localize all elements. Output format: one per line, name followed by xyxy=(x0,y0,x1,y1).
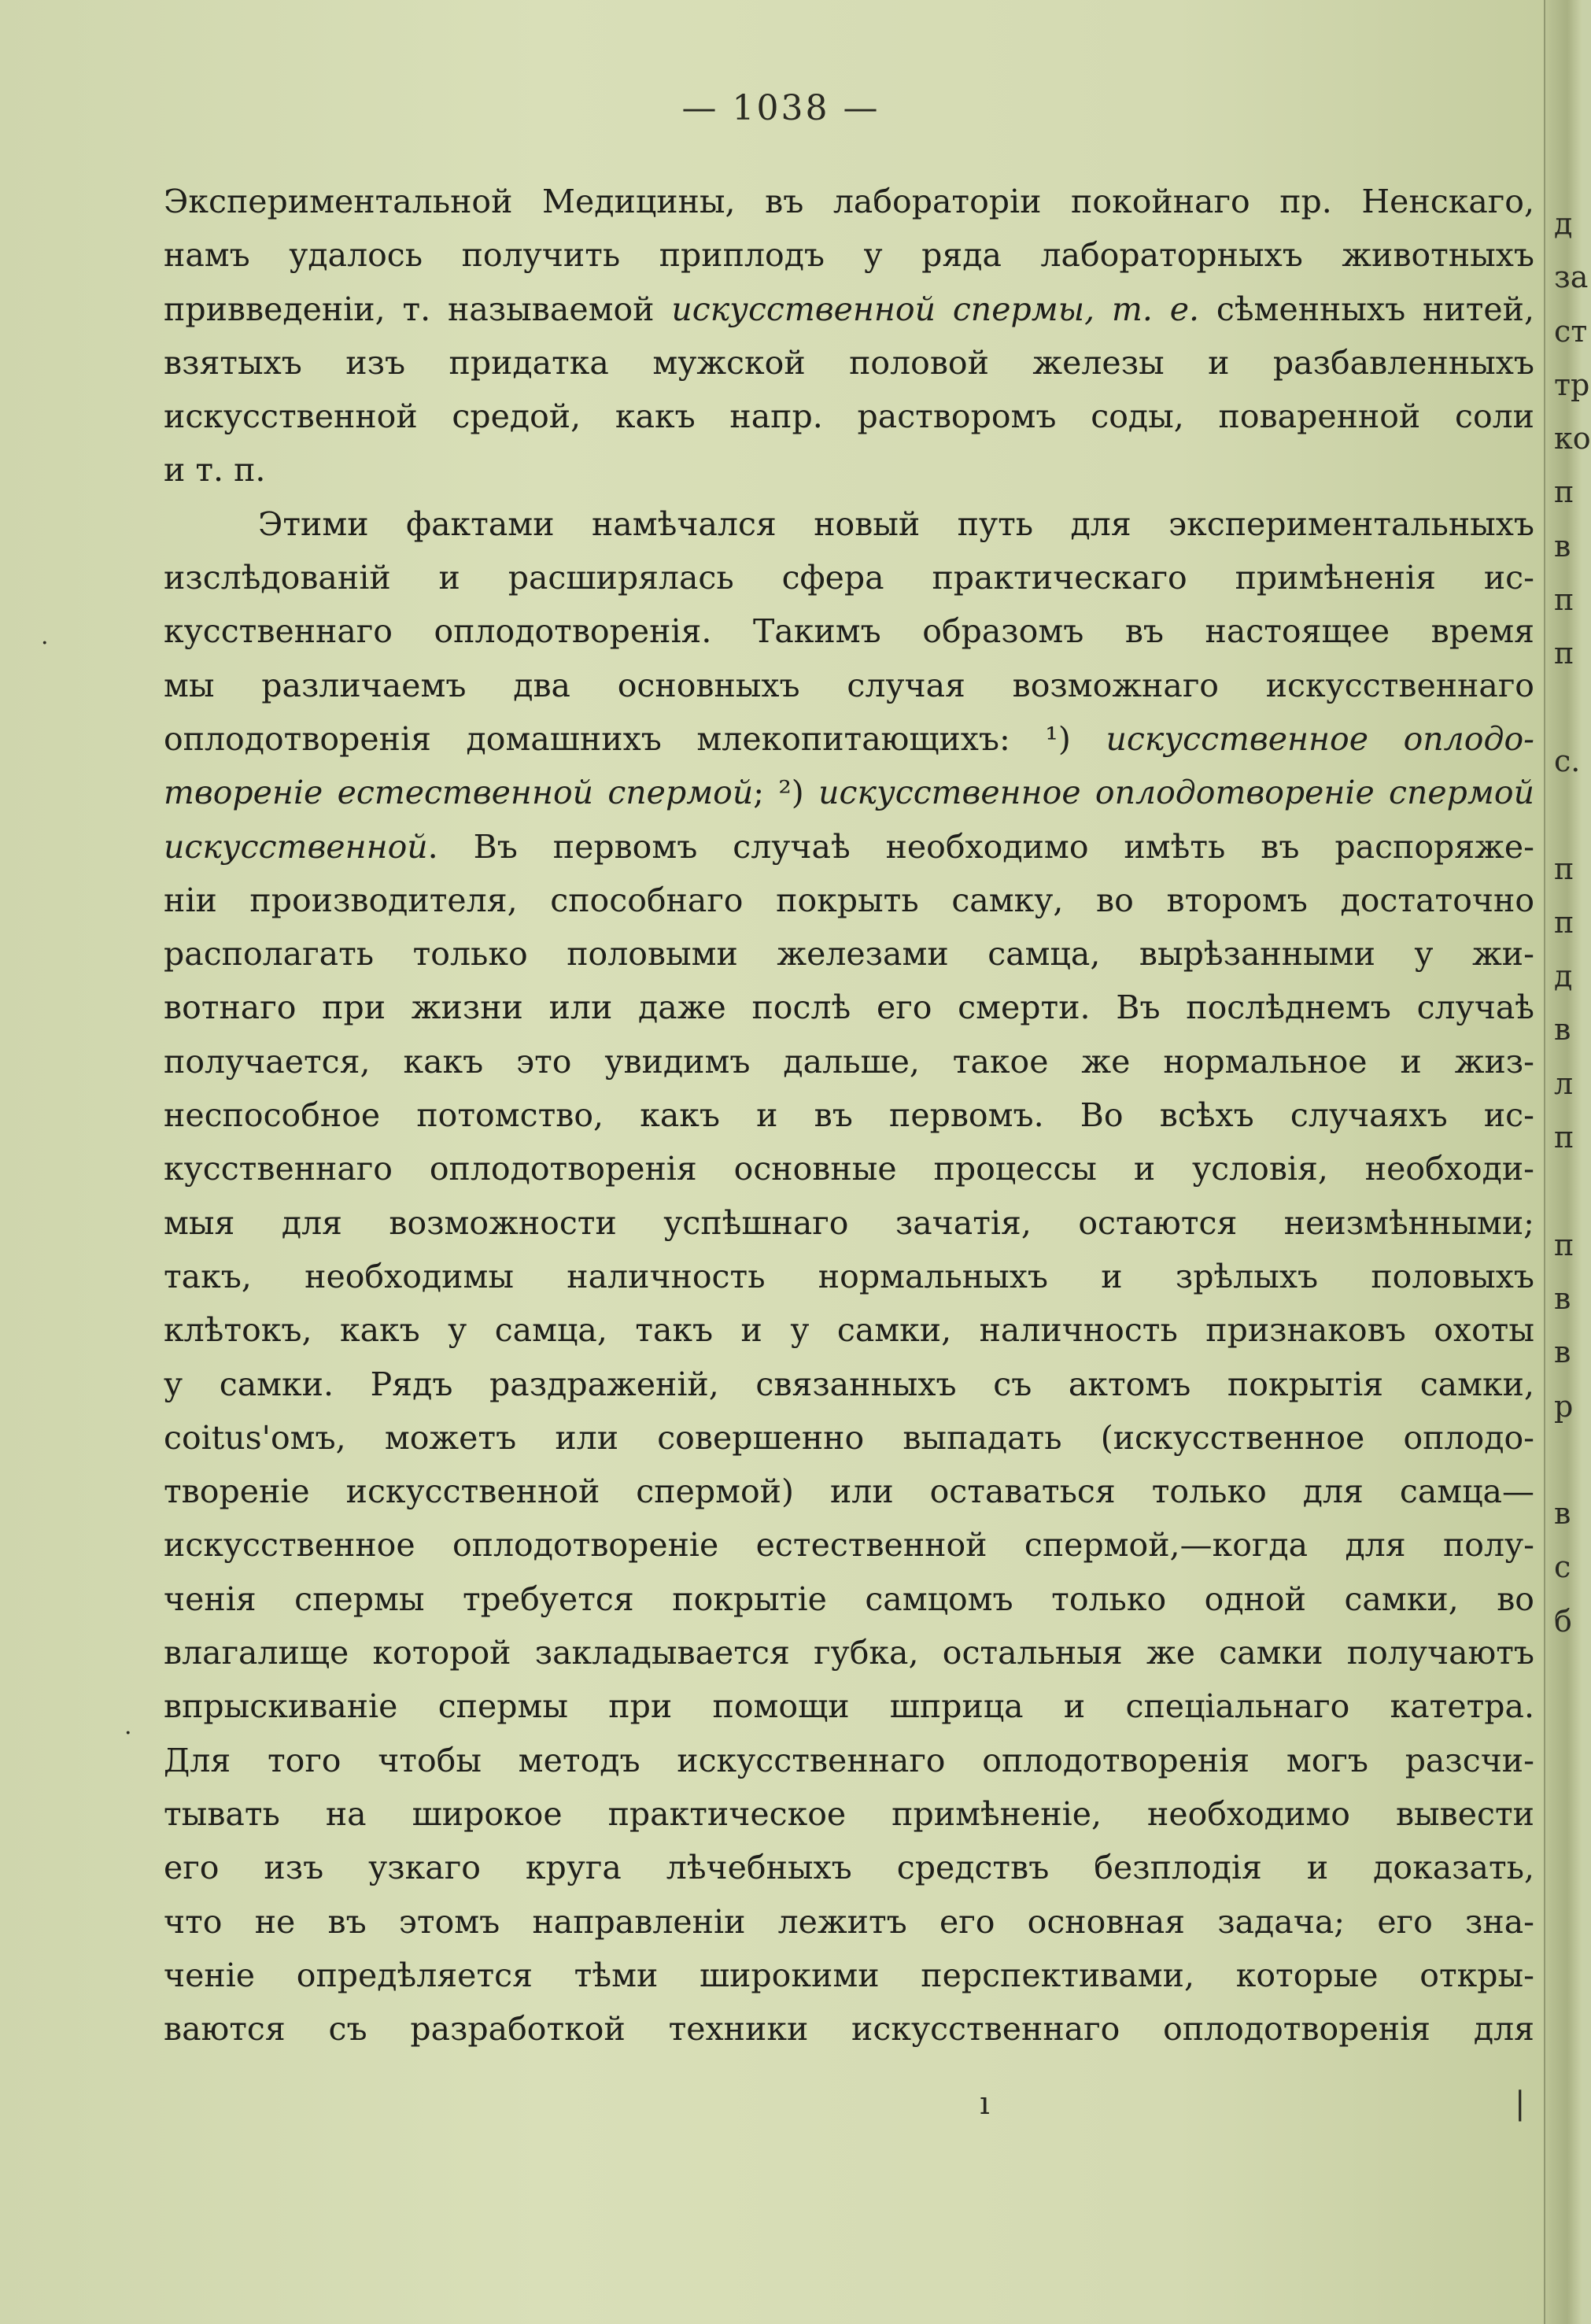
text-run: тывать на широкое практическое примѣненіе, необходимо вывести xyxy=(164,1794,1534,1833)
text-line xyxy=(164,981,1534,1034)
text-run: Экспериментальной Медицины, въ лабораторіи покойнаго пр. Ненскаго, xyxy=(164,183,1534,220)
margin-fragment: в xyxy=(1554,1012,1571,1047)
margin-fragment: л xyxy=(1554,1066,1574,1101)
margin-fragment: п xyxy=(1554,1227,1574,1262)
text-line xyxy=(164,1518,1534,1572)
body-text xyxy=(164,175,1534,2056)
text-line xyxy=(164,1035,1534,1088)
margin-fragment: п xyxy=(1554,904,1574,940)
text-line xyxy=(164,1626,1534,1679)
text-line xyxy=(164,820,1534,874)
text-line xyxy=(164,1787,1534,1841)
margin-fragment xyxy=(1554,1164,1580,1217)
margin-fragment xyxy=(1554,1433,1580,1487)
text-run: Этими фактами намѣчался новый путь для экспериментальныхъ xyxy=(258,504,1534,543)
margin-fragment: п xyxy=(1554,1120,1574,1155)
text-line xyxy=(164,1895,1534,1949)
margin-fragment: с. xyxy=(1554,743,1581,778)
text-run: получается, какъ это увидимъ дальше, такое же нормальное и жиз- xyxy=(164,1042,1534,1081)
text-line xyxy=(164,175,1534,228)
text-line xyxy=(164,228,1534,282)
text-line xyxy=(164,927,1534,981)
margin-mark: · xyxy=(124,1720,132,1747)
text-run: кусственнаго оплодотворенія основные процессы и условія, необходи- xyxy=(164,1150,1534,1188)
footer-mark: ı xyxy=(980,2086,990,2122)
text-line xyxy=(164,2002,1534,2056)
text-line xyxy=(164,1841,1534,1894)
text-line xyxy=(164,443,1534,497)
text-run: оплодотворенія домашнихъ млекопитающихъ: ¹) xyxy=(164,719,1106,758)
margin-fragment: ст xyxy=(1554,313,1588,349)
text-run: твореніе искусственной спермой) или оставаться только для самца— xyxy=(164,1472,1534,1511)
text-run: сѣменныхъ нитей, xyxy=(1199,290,1535,328)
text-line xyxy=(164,497,1534,551)
text-line xyxy=(164,712,1534,766)
margin-fragment: п xyxy=(1554,475,1574,510)
margin-fragment: ко xyxy=(1554,421,1591,456)
text-line xyxy=(164,1358,1534,1411)
text-run: влагалище которой закладывается губка, остальныя же самки получаютъ xyxy=(164,1634,1534,1672)
italic-text: искусственной xyxy=(164,827,428,866)
margin-fragment: д xyxy=(1554,206,1573,241)
text-line xyxy=(164,551,1534,604)
text-line xyxy=(164,874,1534,927)
text-run: изслѣдованій и расширялась сфера практическаго примѣненія ис- xyxy=(164,559,1534,597)
margin-fragment: в xyxy=(1554,1335,1571,1370)
text-line xyxy=(164,766,1534,819)
text-run: ченія спермы требуется покрытіе самцомъ только одной самки, во xyxy=(164,1580,1534,1618)
margin-fragment xyxy=(1554,788,1580,841)
italic-text: искусственное оплодотвореніе спермой xyxy=(818,774,1535,812)
text-run: у самки. Рядъ раздраженій, связанныхъ съ актомъ покрытія самки, xyxy=(164,1365,1534,1403)
text-line xyxy=(164,1734,1534,1787)
text-line xyxy=(164,659,1534,712)
text-run: искусственное оплодотвореніе естественной спермой,—когда для полу- xyxy=(164,1526,1534,1565)
text-run: ; ²) xyxy=(753,774,819,812)
text-run: такъ, необходимы наличность нормальныхъ и зрѣлыхъ половыхъ xyxy=(164,1257,1534,1295)
text-run: намъ удалось получить приплодъ у ряда лабораторныхъ животныхъ xyxy=(164,236,1534,275)
text-run: Для того чтобы методъ искусственнаго оплодотворенія могъ разсчи- xyxy=(164,1741,1534,1779)
text-line xyxy=(164,390,1534,443)
text-line xyxy=(164,1465,1534,1518)
margin-fragment: д xyxy=(1554,959,1573,994)
text-run: его изъ узкаго круга лѣчебныхъ средствъ безплодія и доказать, xyxy=(164,1849,1534,1887)
text-run: ваются съ разработкой техники искусственнаго оплодотворенія для xyxy=(164,2010,1534,2049)
margin-fragment: за xyxy=(1554,260,1589,295)
text-run: вотнаго при жизни или даже послѣ его смерти. Въ послѣднемъ случаѣ xyxy=(164,988,1534,1027)
text-line xyxy=(164,1411,1534,1465)
italic-text: искусственное оплодо- xyxy=(1106,719,1534,758)
margin-fragment: с xyxy=(1554,1550,1571,1585)
text-run: кусственнаго оплодотворенія. Такимъ образомъ въ настоящее время xyxy=(164,612,1534,651)
text-run: искусственной средой, какъ напр. растворомъ соды, поваренной соли xyxy=(164,397,1534,436)
margin-fragment xyxy=(1554,1648,1580,1701)
text-run: клѣтокъ, какъ у самца, такъ и у самки, наличность признаковъ охоты xyxy=(164,1311,1534,1350)
text-run: ченіе опредѣляется тѣми широкими перспективами, которые откры- xyxy=(164,1956,1534,1994)
text-run: неспособное потомство, какъ и въ первомъ. Во всѣхъ случаяхъ ис- xyxy=(164,1096,1534,1135)
margin-fragment: б xyxy=(1554,1603,1572,1639)
text-run: и т. п. xyxy=(164,451,266,490)
text-line xyxy=(164,283,1534,336)
page-number: — 1038 — xyxy=(681,88,880,128)
text-run: взятыхъ изъ придатка мужской половой железы и разбавленныхъ xyxy=(164,343,1534,382)
margin-fragment: п xyxy=(1554,851,1574,886)
margin-fragment xyxy=(1554,1701,1580,1755)
text-line xyxy=(164,1142,1534,1195)
margin-fragment: п xyxy=(1554,582,1574,618)
text-run: что не въ этомъ направленіи лежитъ его основная задача; его зна- xyxy=(164,1902,1534,1941)
text-line xyxy=(164,1949,1534,2002)
margin-fragment: тр xyxy=(1554,367,1590,402)
text-line xyxy=(164,1303,1534,1357)
margin-mark: · xyxy=(41,630,49,657)
footer-mark: | xyxy=(1515,2086,1526,2122)
margin-fragment: в xyxy=(1554,528,1571,563)
text-line xyxy=(164,1250,1534,1303)
margin-fragment: п xyxy=(1554,636,1574,671)
text-run: ніи производителя, способнаго покрыть самку, во второмъ достаточно xyxy=(164,881,1534,919)
text-run: привведеніи, т. называемой xyxy=(164,290,672,328)
text-line xyxy=(164,604,1534,658)
text-line xyxy=(164,1088,1534,1142)
text-run: coitus'омъ, можетъ или совершенно выпадать (искусственное оплодо- xyxy=(164,1418,1534,1457)
margin-fragment xyxy=(1554,681,1580,734)
margin-fragment: в xyxy=(1554,1496,1571,1531)
text-line xyxy=(164,1572,1534,1626)
text-run: впрыскиваніе спермы при помощи шприца и спеціальнаго катетра. xyxy=(164,1687,1534,1726)
text-run: мыя для возможности успѣшнаго зачатія, остаются неизмѣнными; xyxy=(164,1203,1534,1242)
margin-fragment: р xyxy=(1554,1388,1574,1424)
next-page-margin xyxy=(1554,197,1591,1756)
italic-text: твореніе естественной спермой xyxy=(164,774,754,812)
text-run: . Въ первомъ случаѣ необходимо имѣть въ распоряже- xyxy=(427,827,1534,866)
margin-fragment: в xyxy=(1554,1280,1571,1316)
text-line xyxy=(164,336,1534,390)
text-run: мы различаемъ два основныхъ случая возможнаго искусственнаго xyxy=(164,666,1534,704)
text-run: располагать только половыми железами самца, вырѣзанными у жи- xyxy=(164,935,1534,974)
italic-text: искусственной спермы, т. е. xyxy=(671,290,1200,328)
text-line xyxy=(164,1679,1534,1733)
text-line xyxy=(164,1196,1534,1250)
